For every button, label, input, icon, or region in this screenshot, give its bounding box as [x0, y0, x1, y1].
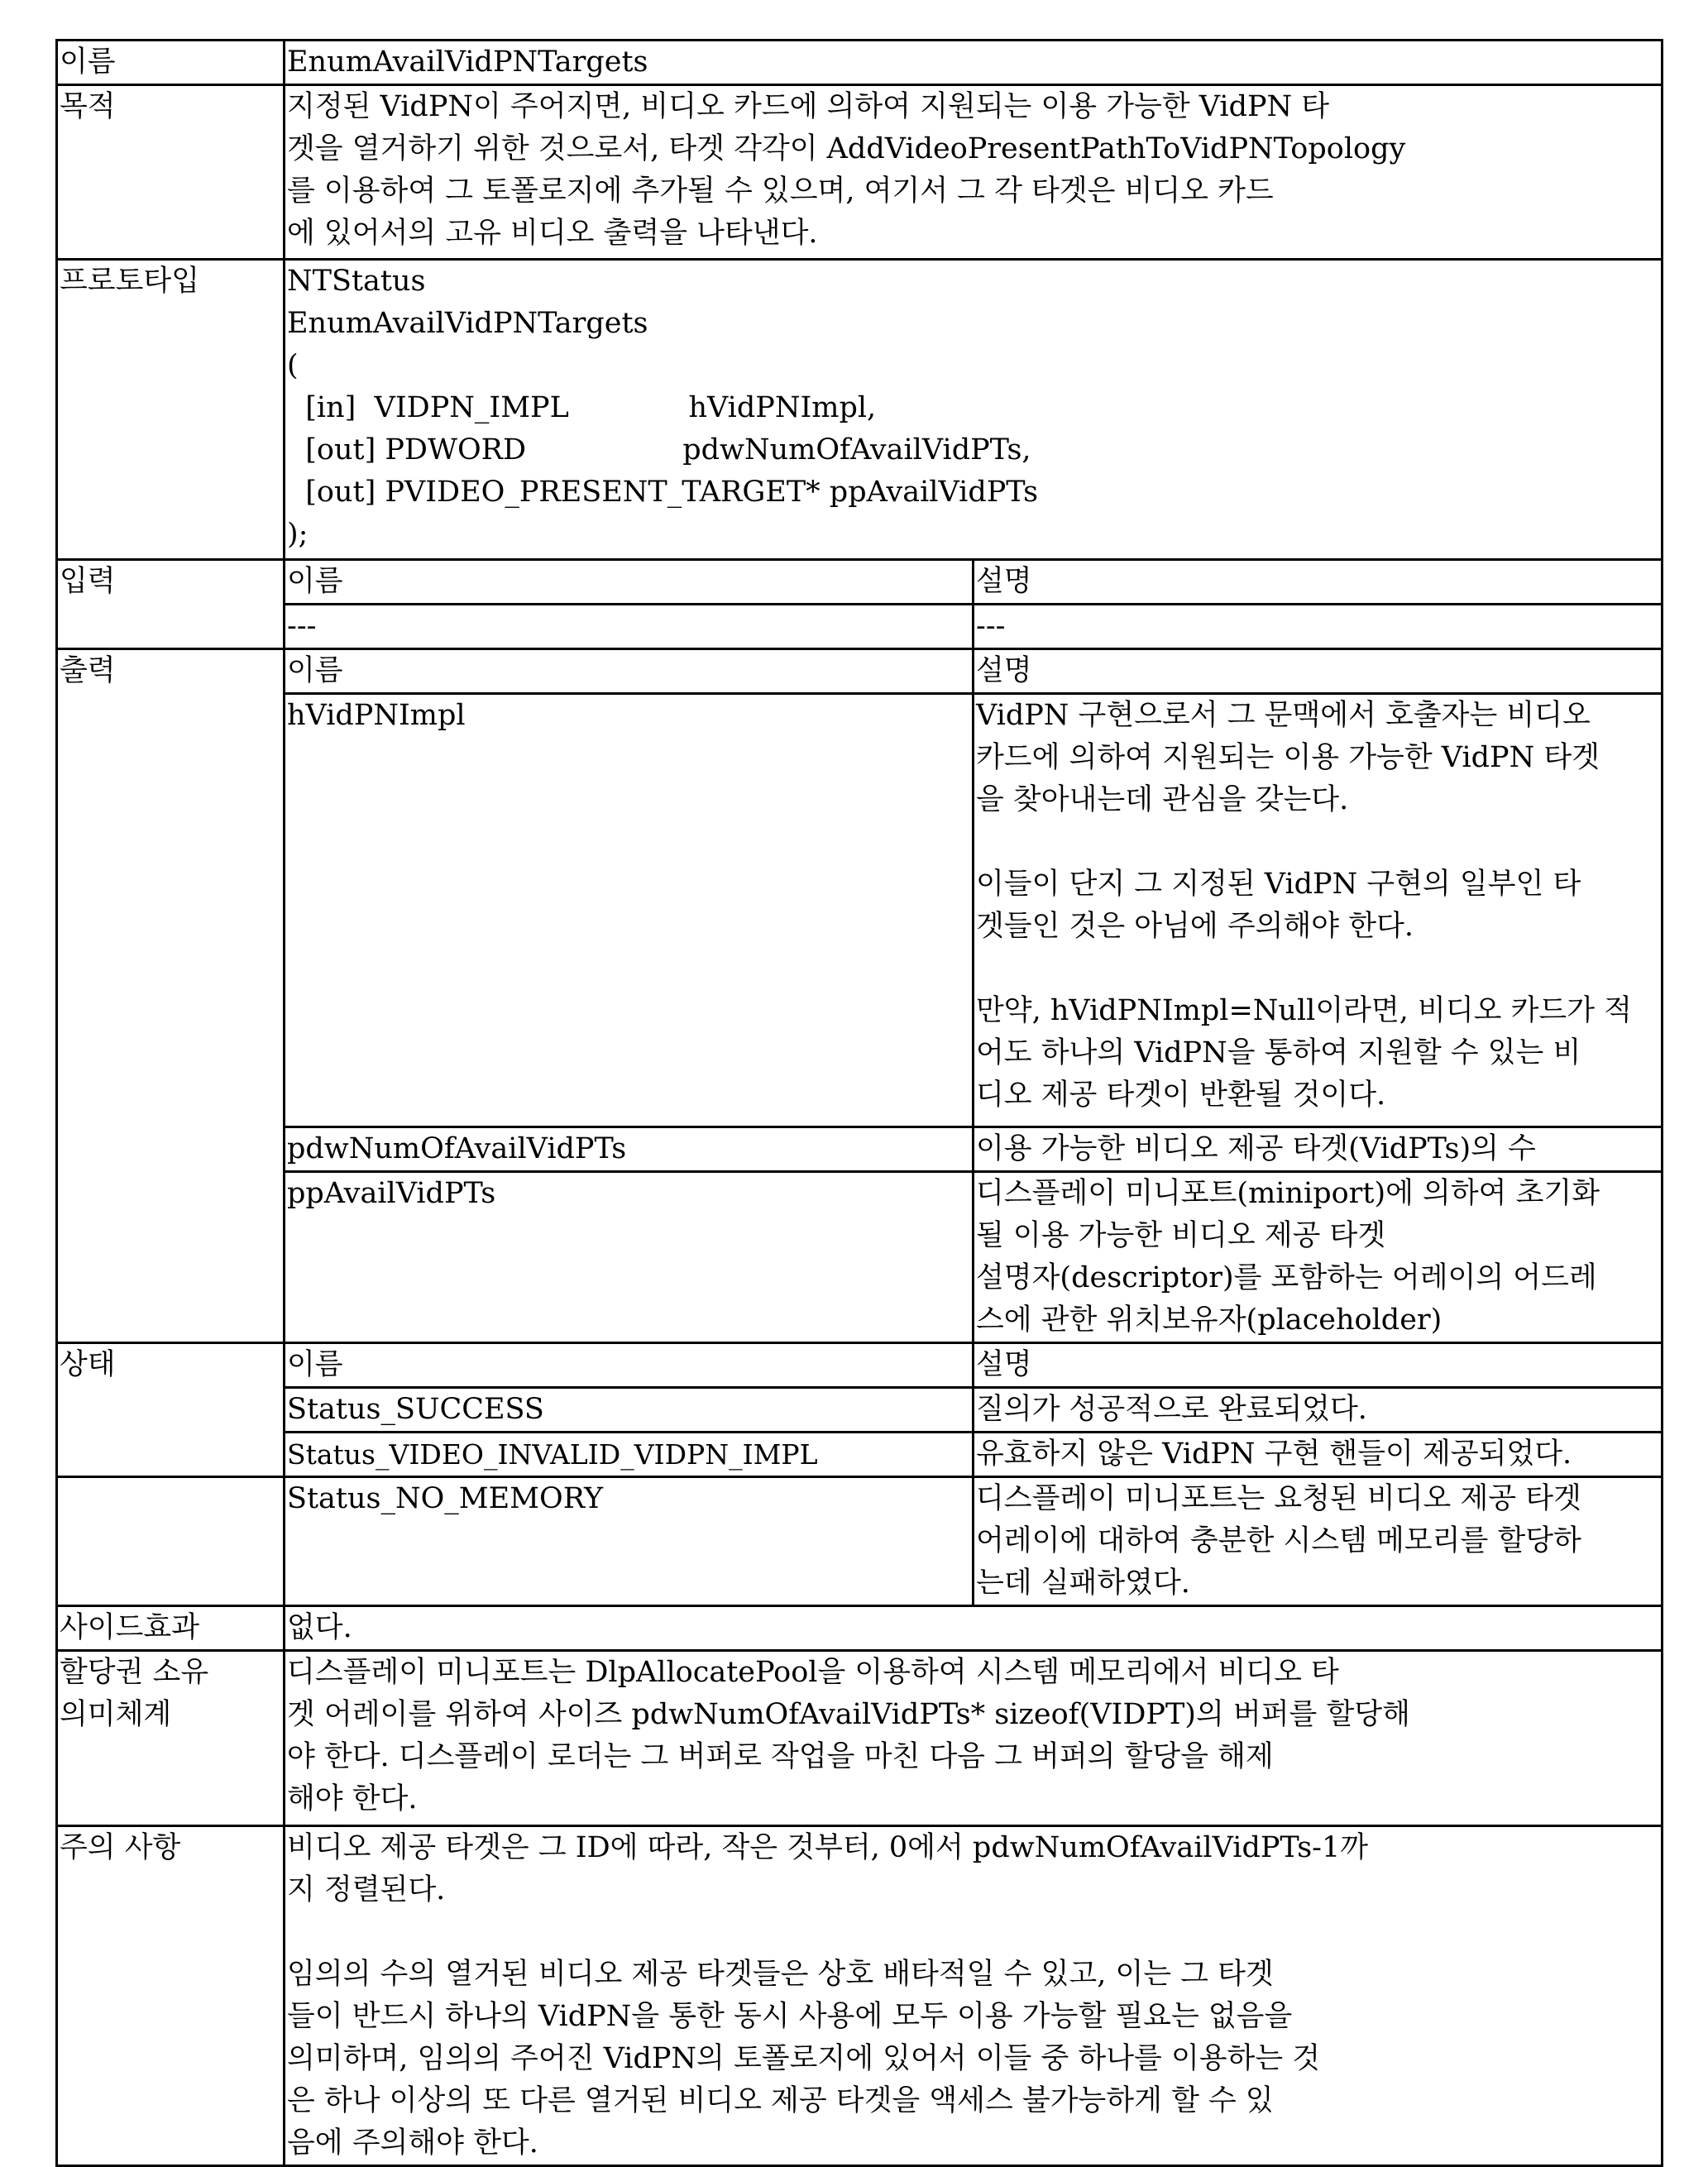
api-spec-table [55, 39, 1663, 2167]
text-line: 음에 주의해야 한다. [287, 2122, 1659, 2165]
purpose-text [285, 85, 1663, 260]
status-label: 상태 [57, 1343, 285, 1477]
text-line: 유효하지 않은 VidPN 구현 핸들이 제공되었다. [976, 1433, 1659, 1476]
text-line: 이들이 단지 그 지정된 VidPN 구현의 일부인 타 [976, 863, 1659, 906]
status-col-desc: 설명 [974, 1343, 1663, 1388]
text-line: --- [976, 605, 1659, 648]
text-line: 질의가 성공적으로 완료되었다. [976, 1389, 1659, 1431]
text-line: 를 이용하여 그 토폴로지에 추가될 수 있으며, 여기서 그 각 타겟은 비디오 카드 [287, 170, 1659, 213]
row-output-1 [57, 1127, 1663, 1172]
row-name [57, 41, 1663, 85]
text-line: 어도 하나의 VidPN을 통하여 지원할 수 있는 비 [976, 1032, 1659, 1074]
row-output-0 [57, 694, 1663, 1127]
notes-label: 주의 사항 [57, 1826, 285, 2166]
text-line: 지 정렬된다. [287, 1869, 1659, 1911]
status-name: Status_SUCCESS [285, 1388, 974, 1433]
text-line: NTStatus [287, 261, 1659, 303]
row-side-effects [57, 1606, 1663, 1651]
row-status-2 [57, 1477, 1663, 1606]
text-line: 겟 어레이를 위하여 사이즈 pdwNumOfAvailVidPTs* sizeof(VIDPT)의 버퍼를 할당해 [287, 1694, 1659, 1736]
status-name: Status_NO_MEMORY [285, 1477, 974, 1606]
side-effects-text [285, 1606, 1663, 1651]
output-name: ppAvailVidPTs [285, 1172, 974, 1343]
text-line: 어레이에 대하여 충분한 시스템 메모리를 할당하 [976, 1520, 1659, 1562]
text-line: 야 한다. 디스플레이 로더는 그 버퍼로 작업을 마친 다음 그 버퍼의 할당을 해제 [287, 1736, 1659, 1778]
notes-text [285, 1826, 1663, 2166]
text-line: 는데 실패하였다. [976, 1562, 1659, 1605]
text-line: 할당권 소유 [60, 1652, 281, 1694]
output-desc [974, 1127, 1663, 1172]
text-line: 비디오 제공 타겟은 그 ID에 따라, 작은 것부터, 0에서 pdwNumOfAvailVidPTs-1까 [287, 1827, 1659, 1869]
text-line: 지정된 VidPN이 주어지면, 비디오 카드에 의하여 지원되는 이용 가능한 VidPN 타 [287, 86, 1659, 128]
status-empty-cell [57, 1477, 285, 1606]
input-desc [974, 605, 1663, 649]
text-line: [out] PVIDEO_PRESENT_TARGET* ppAvailVidPTs [287, 471, 1659, 514]
text-line: ( [287, 345, 1659, 387]
allocation-label [57, 1651, 285, 1826]
text-line: 스에 관한 위치보유자(placeholder) [976, 1299, 1659, 1342]
output-label: 출력 [57, 649, 285, 1343]
text-line: 카드에 의하여 지원되는 이용 가능한 VidPN 타겟 [976, 737, 1659, 779]
text-line: 은 하나 이상의 또 다른 열거된 비디오 제공 타겟을 액세스 불가능하게 할 수 있 [287, 2080, 1659, 2122]
row-status-0 [57, 1388, 1663, 1433]
text-line: 디오 제공 타겟이 반환될 것이다. [976, 1074, 1659, 1117]
row-prototype [57, 260, 1663, 560]
name-label: 이름 [57, 41, 285, 85]
text-line: 디스플레이 미니포트(miniport)에 의하여 초기화 [976, 1173, 1659, 1215]
text-line: 없다. [287, 1607, 1659, 1649]
row-status-header [57, 1343, 1663, 1388]
text-line: 임의의 수의 열거된 비디오 제공 타겟들은 상호 배타적일 수 있고, 이는 그 타겟 [287, 1954, 1659, 1996]
side-effects-label: 사이드효과 [57, 1606, 285, 1651]
row-input-header [57, 560, 1663, 605]
text-line: EnumAvailVidPNTargets [287, 303, 1659, 345]
name-value: EnumAvailVidPNTargets [285, 41, 1663, 85]
output-desc [974, 694, 1663, 1127]
input-col-desc: 설명 [974, 560, 1663, 605]
output-name: pdwNumOfAvailVidPTs [285, 1127, 974, 1172]
status-name: Status_VIDEO_INVALID_VIDPN_IMPL [285, 1433, 974, 1477]
output-col-name: 이름 [285, 649, 974, 694]
prototype-label: 프로토타입 [57, 260, 285, 560]
text-line: 겟을 열거하기 위한 것으로서, 타겟 각각이 AddVideoPresentPathToVidPNTopology [287, 128, 1659, 170]
status-desc [974, 1388, 1663, 1433]
blank-line [287, 1911, 1659, 1954]
text-line: [in] VIDPN_IMPL hVidPNImpl, [287, 387, 1659, 429]
text-line: 을 찾아내는데 관심을 갖는다. [976, 779, 1659, 821]
text-line: 만약, hVidPNImpl=Null이라면, 비디오 카드가 적 [976, 990, 1659, 1032]
text-line: 겟들인 것은 아님에 주의해야 한다. [976, 906, 1659, 948]
status-desc [974, 1433, 1663, 1477]
row-notes [57, 1826, 1663, 2166]
text-line: 이용 가능한 비디오 제공 타겟(VidPTs)의 수 [976, 1128, 1659, 1170]
row-output-header [57, 649, 1663, 694]
text-line: 들이 반드시 하나의 VidPN을 통한 동시 사용에 모두 이용 가능할 필요는 없음을 [287, 1996, 1659, 2038]
output-col-desc: 설명 [974, 649, 1663, 694]
status-col-name: 이름 [285, 1343, 974, 1388]
blank-line [976, 948, 1659, 990]
row-output-2 [57, 1172, 1663, 1343]
blank-line [976, 821, 1659, 863]
row-purpose [57, 85, 1663, 260]
output-name: hVidPNImpl [285, 694, 974, 1127]
row-input-0 [57, 605, 1663, 649]
purpose-label: 목적 [57, 85, 285, 260]
text-line: 디스플레이 미니포트는 DlpAllocatePool을 이용하여 시스템 메모리에서 비디오 타 [287, 1652, 1659, 1694]
input-name: --- [285, 605, 974, 649]
output-desc [974, 1172, 1663, 1343]
input-label: 입력 [57, 560, 285, 649]
row-allocation [57, 1651, 1663, 1826]
text-line: 의미하며, 임의의 주어진 VidPN의 토폴로지에 있어서 이들 중 하나를 이용하는 것 [287, 2038, 1659, 2080]
text-line: VidPN 구현으로서 그 문맥에서 호출자는 비디오 [976, 695, 1659, 737]
text-line: 디스플레이 미니포트는 요청된 비디오 제공 타겟 [976, 1478, 1659, 1520]
text-line: 될 이용 가능한 비디오 제공 타겟 [976, 1215, 1659, 1257]
text-line: [out] PDWORD pdwNumOfAvailVidPTs, [287, 429, 1659, 471]
text-line: 설명자(descriptor)를 포함하는 어레이의 어드레 [976, 1257, 1659, 1299]
input-col-name: 이름 [285, 560, 974, 605]
status-desc [974, 1477, 1663, 1606]
text-line: 의미체계 [60, 1694, 281, 1736]
text-line: 에 있어서의 고유 비디오 출력을 나타낸다. [287, 213, 1659, 255]
allocation-text [285, 1651, 1663, 1826]
row-status-1 [57, 1433, 1663, 1477]
text-line: ); [287, 514, 1659, 556]
prototype-code [285, 260, 1663, 560]
text-line: 해야 한다. [287, 1778, 1659, 1820]
